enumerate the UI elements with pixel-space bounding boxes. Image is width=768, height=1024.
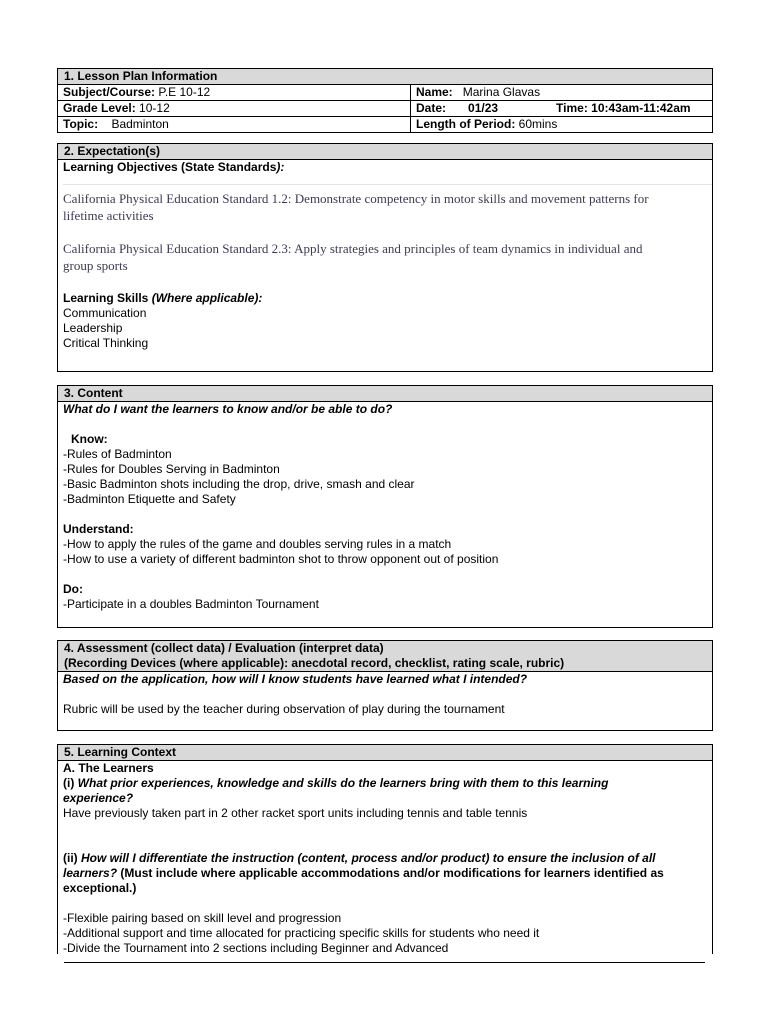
section-5-heading: 5. Learning Context — [58, 745, 712, 761]
grade-label: Grade Level: — [63, 101, 136, 115]
standard-2: California Physical Education Standard 2.3: Apply strategies and principles of team dynamics in individual and group sports — [63, 241, 643, 273]
date-value: 01/23 — [468, 101, 499, 115]
understand-item: -How to apply the rules of the game and doubles serving rules in a match — [63, 537, 452, 551]
learners-subheading: A. The Learners — [63, 761, 154, 775]
understand-item: -How to use a variety of different badminton shot to throw opponent out of position — [63, 552, 499, 566]
understand-label: Understand: — [63, 522, 134, 536]
question-ii: (ii) How will I differentiate the instruction (content, process and/or product) to ensure the inclusion of all — [63, 851, 656, 865]
content-question: What do I want the learners to know and/or be able to do? — [63, 402, 393, 416]
section-4-heading: 4. Assessment (collect data) / Evaluation (interpret data) (Recording Devices (where applicable): anecdotal record, checklist, rating scale, rubric) — [58, 641, 712, 672]
page-footer-rule — [64, 962, 705, 963]
question-i: (i) What prior experiences, knowledge and skills do the learners bring with them to this learning — [63, 776, 609, 790]
do-item: -Participate in a doubles Badminton Tournament — [63, 597, 319, 611]
know-item: -Rules of Badminton — [63, 447, 172, 461]
subject-value: P.E 10-12 — [158, 85, 211, 99]
answer-ii-item: -Divide the Tournament into 2 sections including Beginner and Advanced — [63, 941, 449, 955]
content-section — [57, 385, 713, 628]
answer-ii-item: -Additional support and time allocated for practicing specific skills for students who need it — [63, 926, 540, 940]
skill-item: Communication — [63, 306, 147, 320]
question-ii-cont: learners? (Must include where applicable accommodations and/or modifications for learners identified as — [63, 866, 664, 880]
question-i-cont: experience? — [63, 791, 134, 805]
assessment-section — [57, 640, 713, 731]
skill-item: Leadership — [63, 321, 123, 335]
topic-value: Badminton — [111, 117, 169, 131]
know-item: -Basic Badminton shots including the drop, drive, smash and clear — [63, 477, 415, 491]
skills-label: Learning Skills (Where applicable): — [63, 291, 263, 305]
skill-item: Critical Thinking — [63, 336, 149, 350]
assessment-answer: Rubric will be used by the teacher during observation of play during the tournament — [63, 702, 505, 716]
learning-context-section — [57, 744, 713, 954]
length-value: 60mins — [518, 117, 558, 131]
name-label: Name: — [416, 85, 453, 99]
info-row-1 — [58, 85, 712, 101]
expectations-section — [57, 143, 713, 372]
know-label: Know: — [71, 432, 108, 446]
do-label: Do: — [63, 582, 83, 596]
question-ii-end: exceptional.) — [63, 881, 137, 895]
answer-ii-item: -Flexible pairing based on skill level and progression — [63, 911, 342, 925]
name-value: Marina Glavas — [462, 85, 541, 99]
section-3-heading: 3. Content — [58, 386, 712, 402]
section-1-heading: 1. Lesson Plan Information — [58, 69, 712, 85]
date-label: Date: — [416, 101, 447, 115]
topic-label: Topic: — [63, 117, 99, 131]
subject-label: Subject/Course: — [63, 85, 156, 99]
section-2-heading: 2. Expectation(s) — [58, 144, 712, 160]
info-row-2 — [58, 101, 712, 117]
time-label: Time: 10:43am-11:42am — [556, 101, 691, 115]
objectives-label: Learning Objectives (State Standards): — [63, 160, 285, 174]
know-item: -Rules for Doubles Serving in Badminton — [63, 462, 280, 476]
lesson-plan-info-table — [57, 68, 713, 133]
know-item: -Badminton Etiquette and Safety — [63, 492, 236, 506]
info-row-3 — [58, 117, 712, 132]
answer-i: Have previously taken part in 2 other racket sport units including tennis and table tennis — [63, 806, 528, 820]
assessment-question: Based on the application, how will I know students have learned what I intended? — [63, 672, 528, 686]
standard-1: California Physical Education Standard 1.2: Demonstrate competency in motor skills and movement patterns for lifetime activities — [63, 191, 649, 223]
grade-value: 10-12 — [139, 101, 170, 115]
length-label: Length of Period: — [416, 117, 516, 131]
